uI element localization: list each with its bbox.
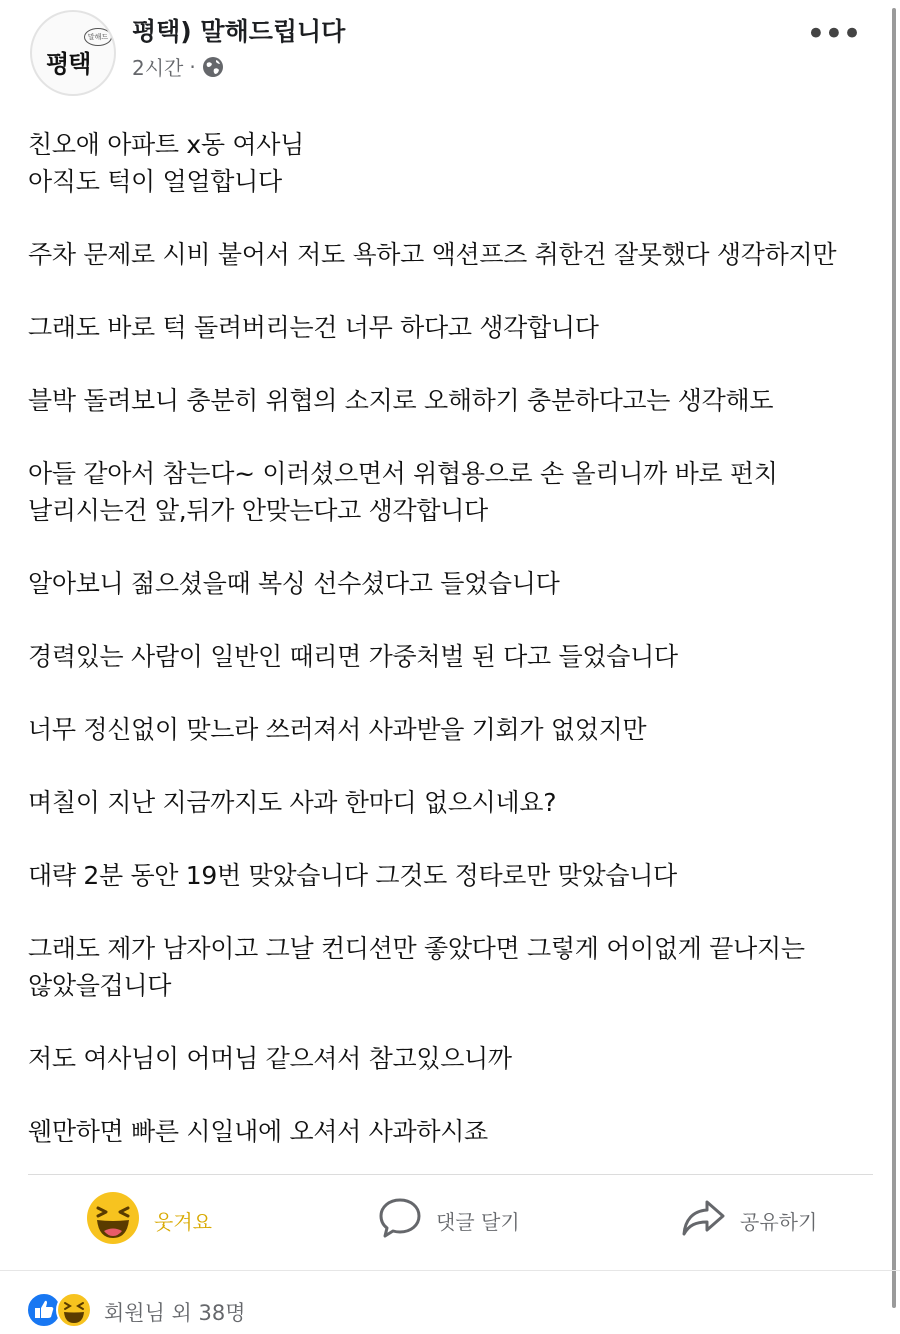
haha-label: 웃겨요 (154, 1209, 212, 1234)
share-label: 공유하기 (740, 1209, 818, 1234)
page-name[interactable]: 평택) 말해드립니다 (132, 17, 346, 46)
post-paragraph: 알아보니 젊으셨을때 복싱 선수셨다고 들었습니다 (28, 569, 560, 598)
haha-emoji-icon (86, 1191, 140, 1249)
post-paragraph: 웬만하면 빠른 시일내에 오셔서 사과하시죠 (28, 1117, 488, 1146)
avatar-badge: 말해드 (84, 28, 112, 46)
post-paragraph: 블박 돌려보니 충분히 위협의 소지로 오해하기 충분하다고는 생각해도 (28, 386, 774, 415)
post-time[interactable]: 2시간 (132, 56, 184, 80)
haha-button[interactable] (86, 1190, 212, 1250)
comment-button[interactable] (378, 1190, 520, 1250)
post-paragraph: 대략 2분 동안 19번 맞았습니다 그것도 정타로만 맞았습니다 (28, 861, 677, 890)
post-body (28, 126, 878, 1186)
reaction-summary[interactable] (26, 1292, 246, 1332)
post-paragraph: 며칠이 지난 지금까지도 사과 한마디 없으시네요? (28, 788, 557, 817)
haha-reaction-icon (56, 1292, 92, 1332)
comment-bubble-icon (378, 1196, 422, 1244)
post-paragraph: 너무 정신없이 맞느라 쓰러져서 사과받을 기회가 없었지만 (28, 715, 647, 744)
avatar[interactable] (30, 10, 116, 96)
comment-label: 댓글 달기 (436, 1209, 520, 1234)
share-arrow-icon (680, 1196, 726, 1244)
reactions-divider (0, 1270, 900, 1271)
scrollbar[interactable] (892, 8, 896, 1308)
action-divider (28, 1174, 873, 1175)
avatar-logo-text: 평택 (46, 50, 91, 78)
post-paragraph: 주차 문제로 시비 붙어서 저도 욕하고 액션프즈 취한건 잘못했다 생각하지만 (28, 240, 837, 269)
post-paragraph: 아들 같아서 참는다~ 이러셨으면서 위협용으로 손 올리니까 바로 펀치 날리시는건 앞,뒤가 안맞는다고 생각합니다 (28, 459, 778, 525)
post-paragraph: 친오애 아파트 x동 여사님 아직도 턱이 얼얼합니다 (28, 130, 304, 196)
post-paragraph: 저도 여사님이 어머님 같으셔서 참고있으니까 (28, 1044, 512, 1073)
share-button[interactable] (680, 1190, 817, 1250)
meta-separator: · (189, 54, 196, 79)
post-paragraph: 경력있는 사람이 일반인 때리면 가중처벌 된 다고 들었습니다 (28, 642, 678, 671)
post-paragraph: 그래도 바로 턱 돌려버리는건 너무 하다고 생각합니다 (28, 313, 599, 342)
action-bar (0, 1180, 900, 1264)
post-paragraph: 그래도 제가 남자이고 그날 컨디션만 좋았다면 그렇게 어이없게 끝나지는 않았을겁니다 (28, 934, 805, 1000)
post-meta (132, 52, 224, 81)
more-options-icon[interactable]: ••• (805, 14, 860, 54)
globe-icon (202, 56, 224, 78)
reaction-count: 회원님 외 38명 (104, 1301, 246, 1325)
post-header (30, 10, 870, 100)
